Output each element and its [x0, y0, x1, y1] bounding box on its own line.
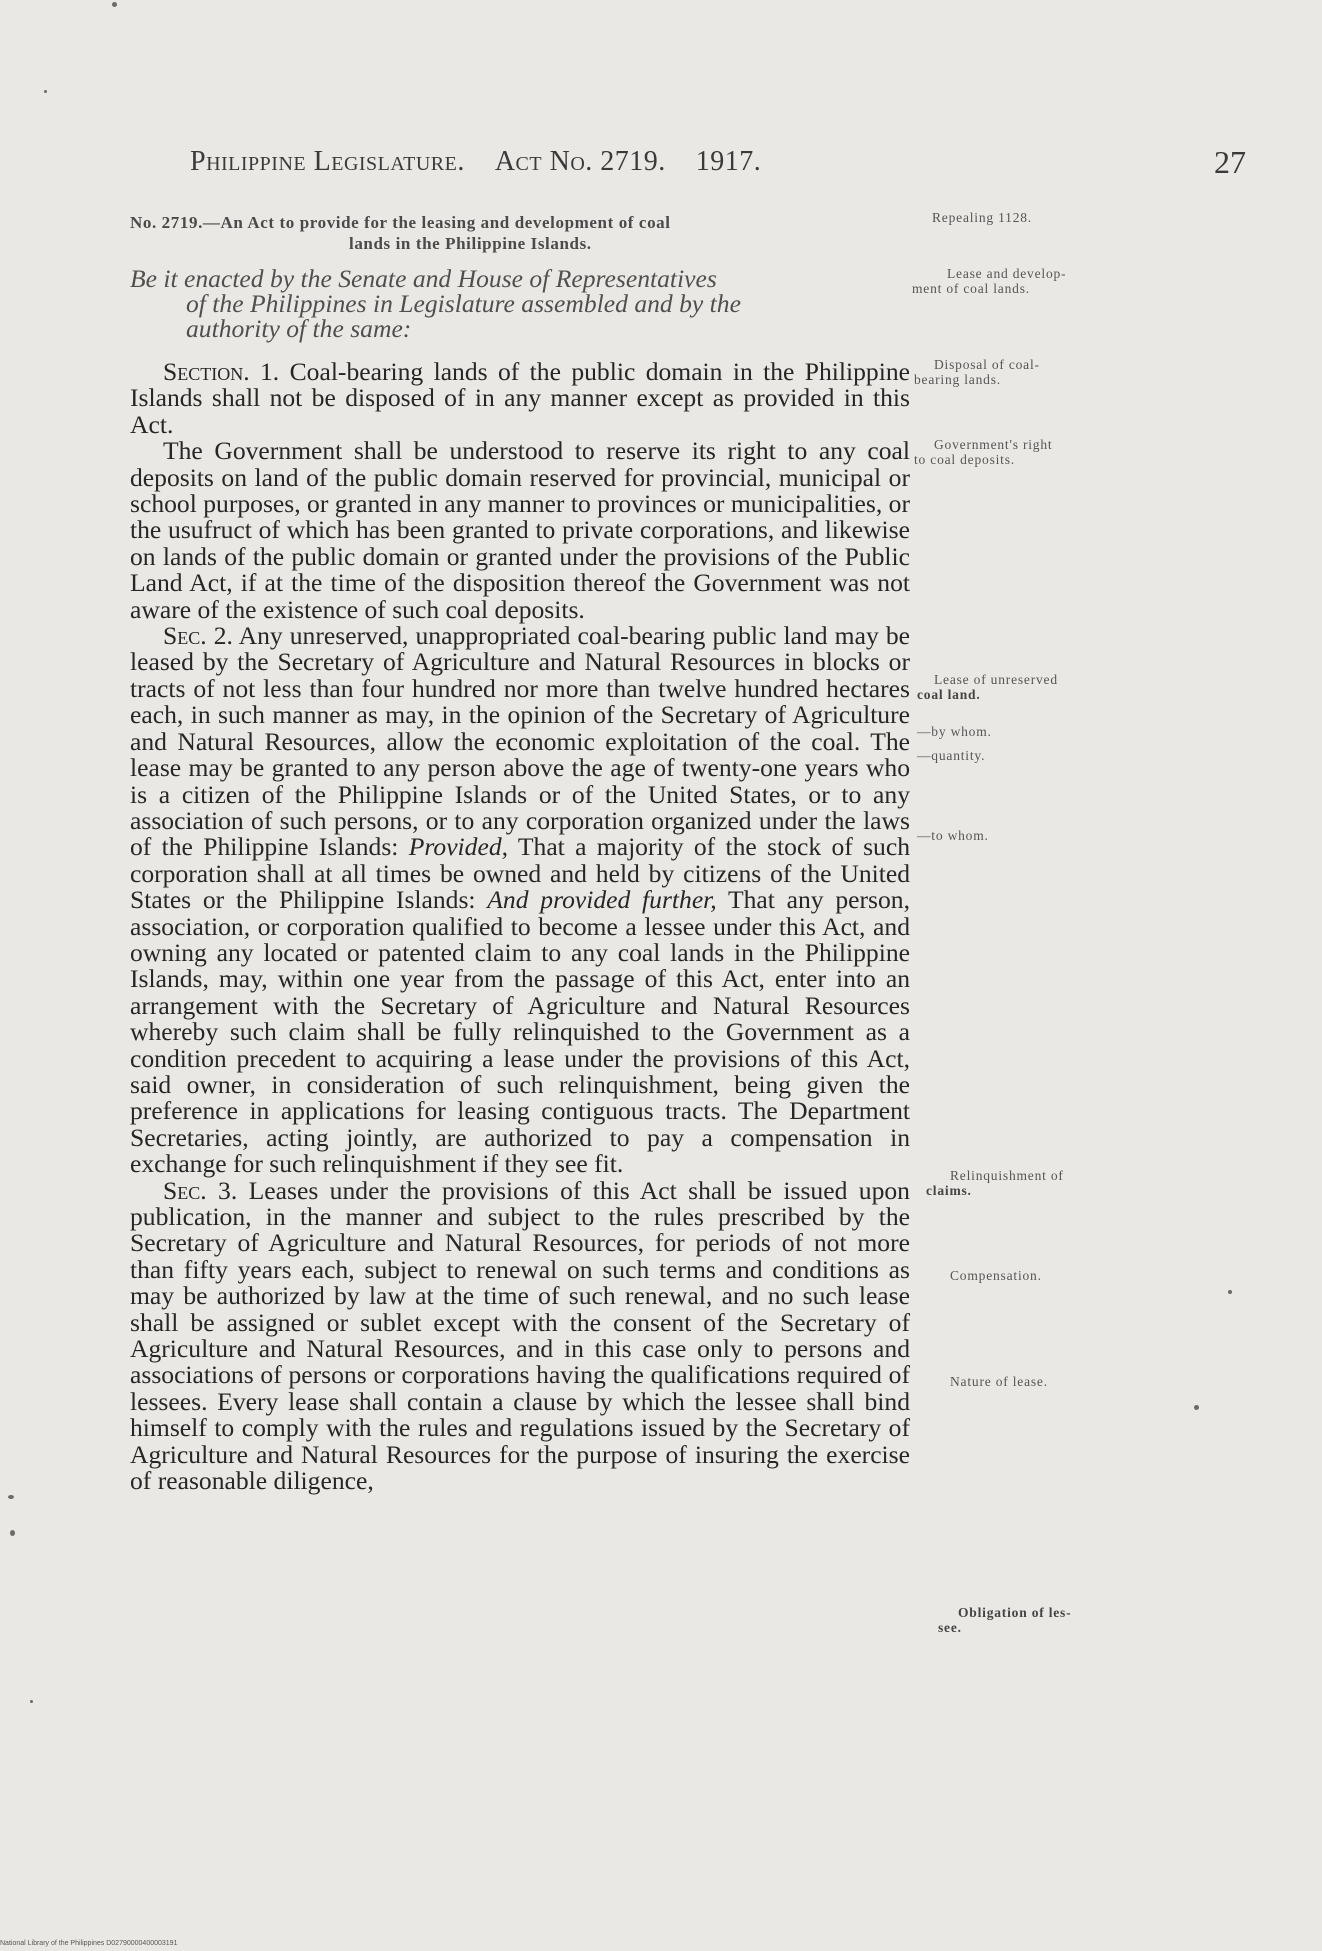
section-2-proviso-further: And provided further, [487, 885, 717, 915]
section-1-paragraph [130, 359, 910, 438]
header-year: 1917. [695, 146, 762, 177]
enacting-clause-line-1: Be it enacted by the Senate and House of Representatives [130, 264, 717, 293]
section-1-text: Coal-bearing lands of the public domain in the Philippine Islands shall not be disposed of in any manner except as provided in this Act. [130, 357, 911, 439]
margin-note-compensation: Compensation. [950, 1268, 1042, 1283]
section-2-paragraph [130, 623, 910, 1178]
government-reservation-paragraph [130, 438, 910, 623]
section-3-label: Sec. 3. [163, 1175, 238, 1205]
margin-note-lease-development-line-1: Lease and develop- [947, 266, 1067, 281]
margin-note-nature-of-lease: Nature of lease. [950, 1374, 1048, 1389]
margin-note-government-right-line-1: Government's right [934, 437, 1053, 452]
scan-footer: National Library of the Philippines D02790000400003191 [0, 1940, 178, 1947]
section-3-paragraph [130, 1175, 910, 1496]
scan-speck [112, 2, 117, 7]
act-title-line-2: lands in the Philippine Islands. [349, 234, 592, 253]
header-legislature: Philippine Legislature. [190, 146, 465, 177]
margin-note-to-whom: —to whom. [917, 828, 989, 843]
act-title [130, 212, 910, 254]
scan-speck [44, 90, 47, 93]
government-reservation-text: The Government shall be understood to reserve its right to any coal deposits on land of the public domain reserved for provincial, municipal or school purposes, or granted in any manner to provinces or municipalities, or the usufruct of which has been granted to private corporations, and likewise on lands of the public domain or granted under the provisions of the Public Land Act, if at the time of the disposition thereof the Government was not aware of the existence of such coal deposits. [130, 436, 910, 624]
section-2-text-a: Any unreserved, unappropriated coal-bearing public land may be leased by the Secretary of Agriculture and Natural Resources in blocks or tracts of not less than four hundred nor more than twelve hundred hectares each, in such manner as may, in the opinion of the Secretary of Agriculture and Natural Resources, allow the economic exploitation of the coal. The lease may be granted to any person above the age of twenty-one years who is a citizen of the Philippine Islands or of the United States, or to any association of such persons, or to any corporation organized under the laws of the Philippine Islands: [130, 621, 910, 862]
scan-speck [1228, 1290, 1232, 1294]
margin-note-by-whom: —by whom. [917, 724, 992, 739]
scan-speck [30, 1700, 33, 1703]
section-2-proviso: Provided, [408, 832, 509, 862]
scan-speck [1194, 1405, 1199, 1410]
margin-note-quantity: —quantity. [917, 748, 986, 763]
margin-note-obligation-line-1: Obligation of les- [958, 1605, 1072, 1620]
margin-note-disposal-line-1: Disposal of coal- [934, 357, 1040, 372]
scan-speck [8, 1495, 14, 1499]
section-3-text: Leases under the provisions of this Act shall be issued upon publication, in the manner and subject to the rules prescribed by the Secretary of Agriculture and Natural Resources, for periods of not more than fifty years each, subject to renewal on such terms and conditions as may be authorized by law at the time of such renewal, and no such lease shall be assigned or sublet except with the consent of the Secretary of Agriculture and Natural Resources, and in this case only to persons and associations of persons or corporations having the qualifications required of lessees. Every lease shall contain a clause by which the lessee shall bind himself to comply with the rules and regulations issued by the Secretary of Agriculture and Natural Resources for the purpose of insuring the exercise of reasonable diligence, [130, 1175, 910, 1496]
margin-note-repealing: Repealing 1128. [932, 210, 1032, 225]
margin-note-relinquishment-line-1: Relinquishment of [950, 1168, 1064, 1183]
enacting-clause-line-2: of the Philippines in Legislature assembled and by the [186, 289, 741, 318]
act-body [130, 212, 910, 1494]
margin-note-lease-unreserved-line-2: coal land. [917, 687, 981, 702]
margin-note-obligation-line-2: see. [938, 1620, 962, 1635]
margin-note-disposal-line-2: bearing lands. [914, 372, 1001, 387]
section-2-label: Sec. 2. [163, 621, 233, 651]
margin-note-lease-development-line-2: ment of coal lands. [912, 281, 1030, 296]
page-number: 27 [1214, 144, 1246, 180]
scan-speck [10, 1530, 15, 1536]
margin-note-relinquishment-line-2: claims. [926, 1183, 972, 1198]
enacting-clause [130, 266, 910, 341]
enacting-clause-line-3: authority of the same: [186, 314, 412, 343]
running-header [190, 146, 850, 178]
header-act-number: Act No. 2719. [494, 146, 666, 177]
section-2-text-c: That any person, association, or corporation qualified to become a lessee under this Act, and owning any located or patented claim to any coal lands in the Philippine Islands, may, within one year from the passage of this Act, enter into an arrangement with the Secretary of Agriculture and Natural Resources whereby such claim shall be fully relinquished to the Government as a condition precedent to acquiring a lease under the provisions of this Act, said owner, in consideration of such relinquishment, being given the preference in applications for leasing contiguous tracts. The Department Secretaries, acting jointly, are authorized to pay a compensation in exchange for such relinquishment if they see fit. [130, 885, 910, 1179]
margin-note-government-right-line-2: to coal deposits. [914, 452, 1015, 467]
margin-note-lease-unreserved-line-1: Lease of unreserved [934, 672, 1058, 687]
act-title-line-1: No. 2719.—An Act to provide for the leasing and development of coal [130, 213, 671, 232]
section-2-text-b: That a majority of the stock of such corporation shall at all times be owned and held by citizens of the United States or the Philippine Islands: [130, 832, 911, 915]
section-1-label: Section. 1. [163, 357, 280, 386]
